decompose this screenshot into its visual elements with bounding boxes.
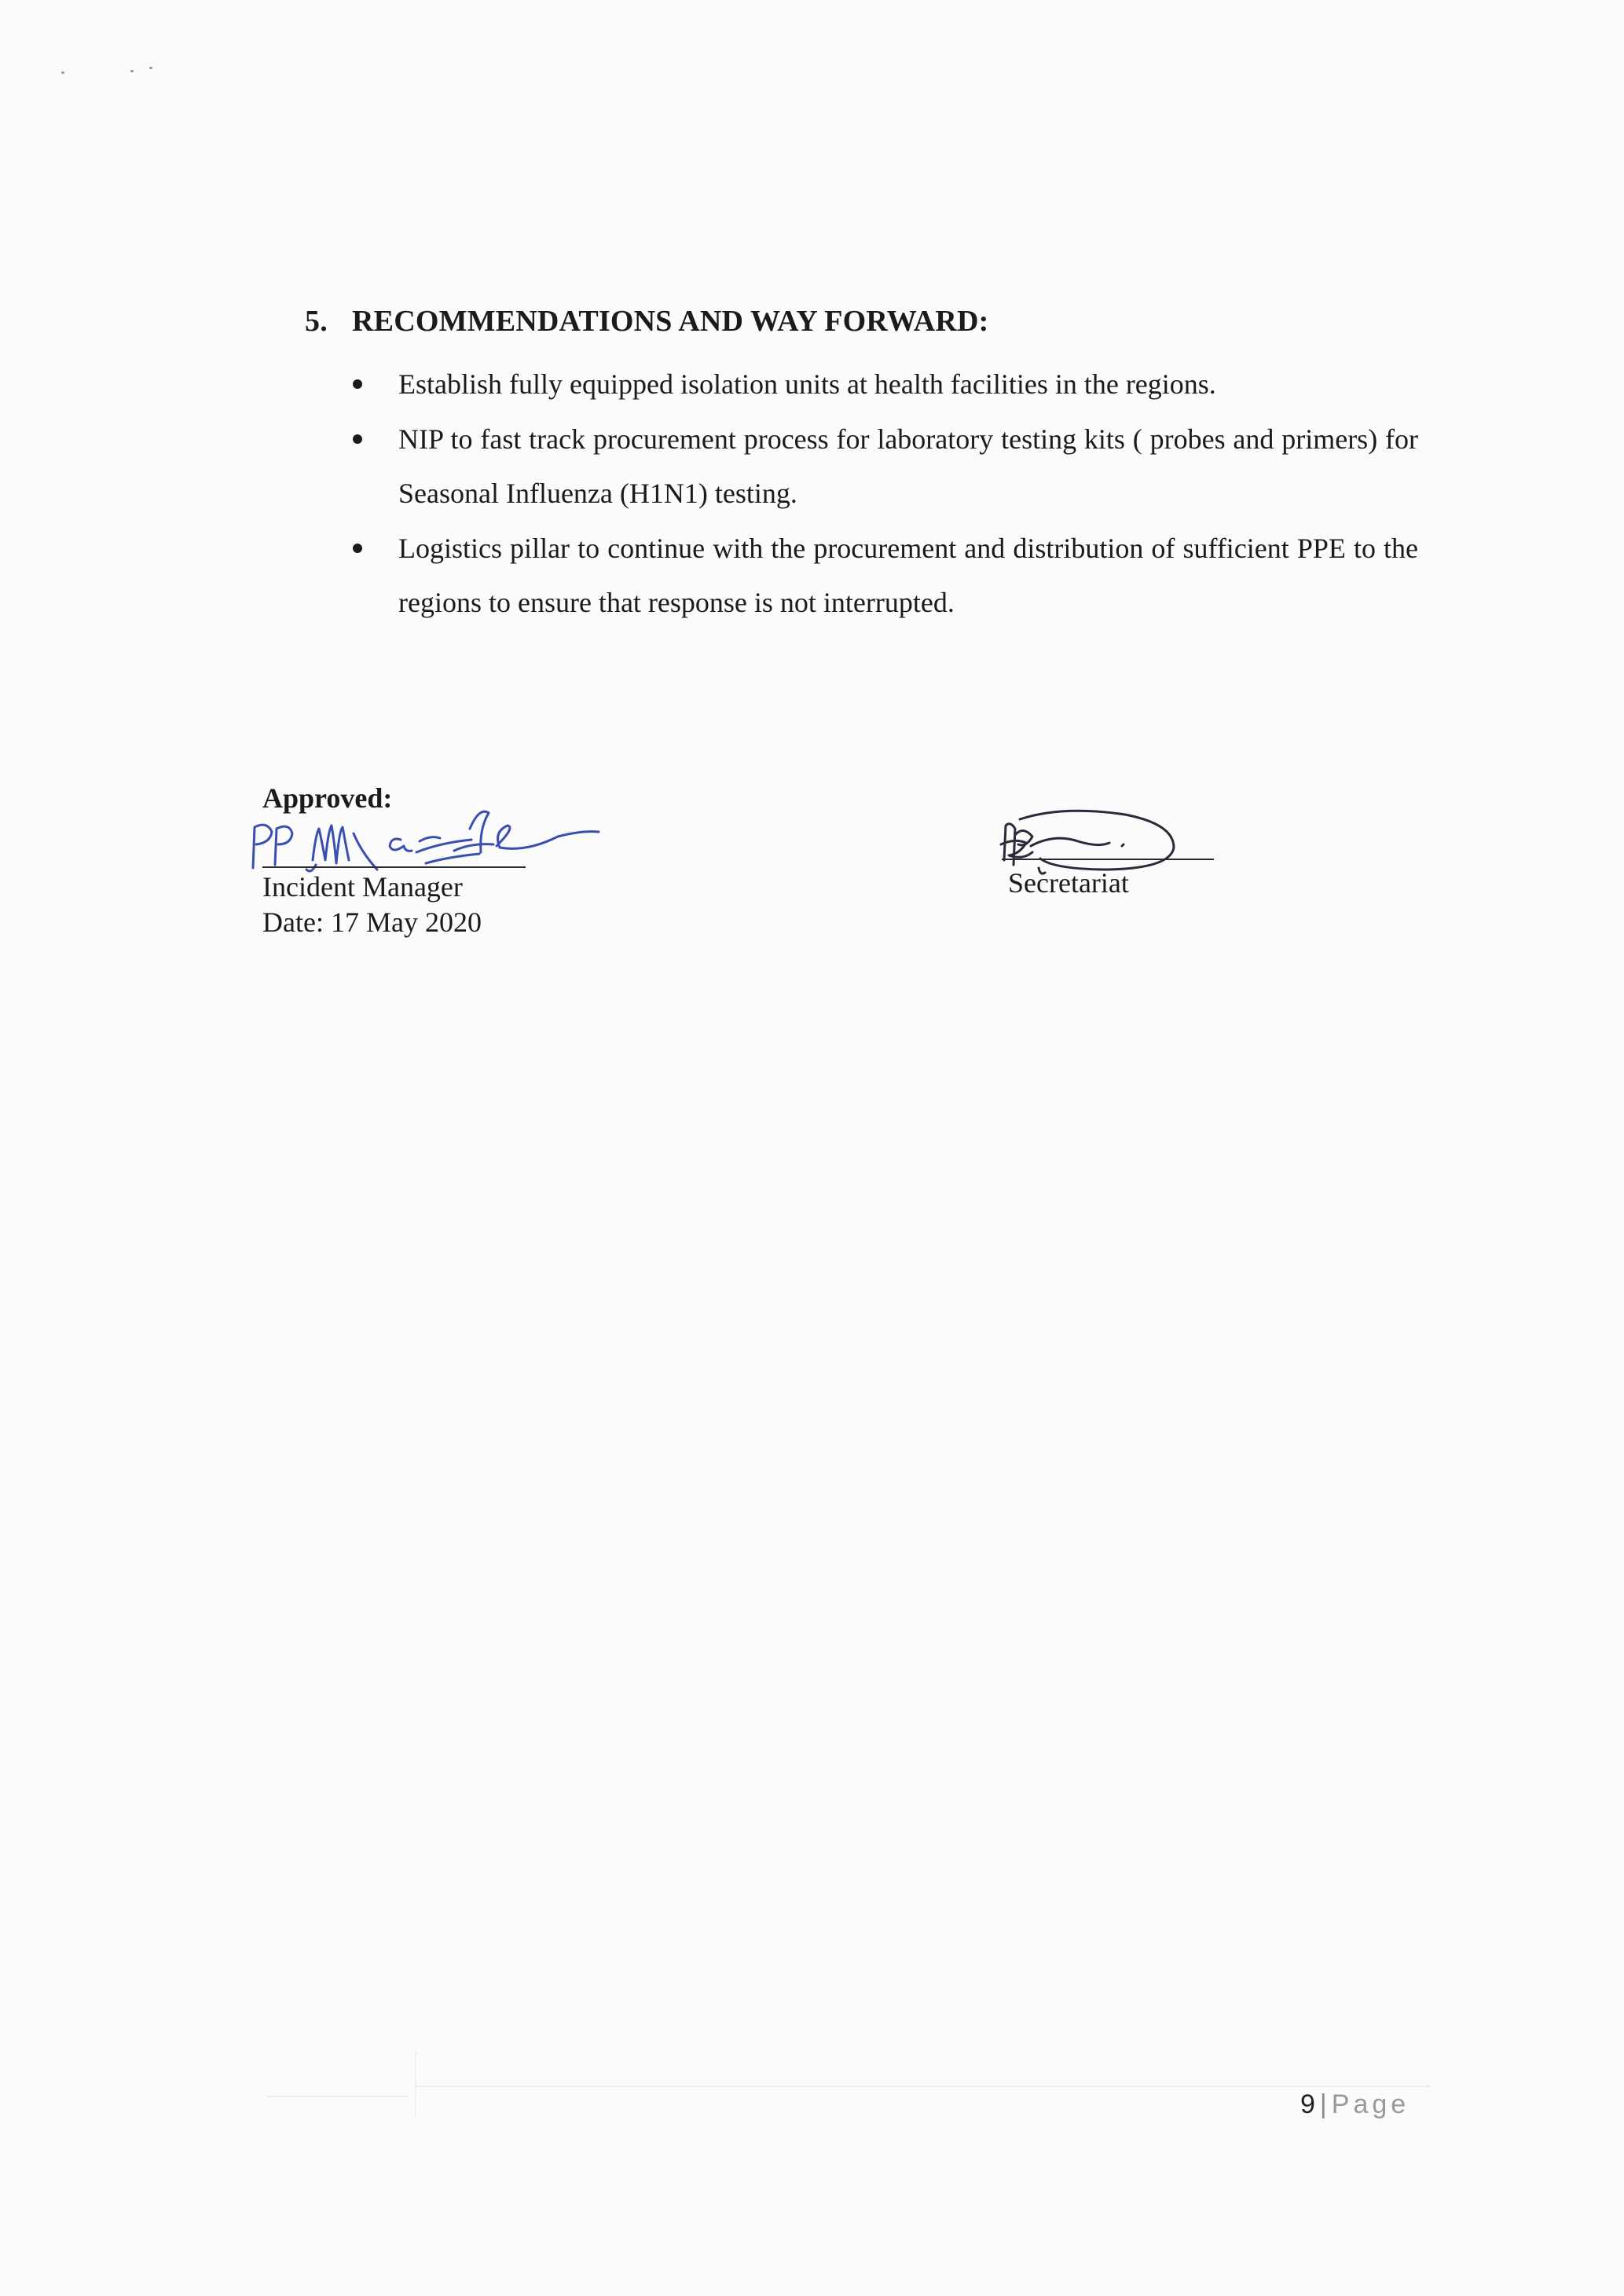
recommendations-list <box>350 357 1418 630</box>
list-item <box>350 357 1418 412</box>
section-number: 5. <box>305 305 328 338</box>
approval-date: Date: 17 May 2020 <box>262 906 482 938</box>
page-number <box>1300 2089 1410 2120</box>
page-label: Page <box>1331 2089 1410 2119</box>
section-heading <box>305 304 989 339</box>
footer-divider <box>415 2050 416 2117</box>
incident-manager-role: Incident Manager <box>262 871 463 903</box>
footer-rule <box>416 2085 1430 2087</box>
bullet-icon <box>353 544 362 553</box>
scan-specks <box>55 67 165 82</box>
bullet-icon <box>353 379 362 389</box>
page-number-value: 9 <box>1300 2089 1315 2119</box>
footer-rule <box>267 2096 409 2097</box>
incident-manager-signature <box>244 782 652 884</box>
list-item <box>350 412 1418 521</box>
recommendation-text: NIP to fast track procurement process for laboratory testing kits ( probes and primers) for Seasonal Influenza (H1N1) testing. <box>398 423 1418 509</box>
section-title: RECOMMENDATIONS AND WAY FORWARD: <box>352 305 989 338</box>
page-separator: | <box>1319 2089 1327 2119</box>
signature-line <box>1002 859 1214 860</box>
bullet-icon <box>353 434 362 444</box>
secretariat-role: Secretariat <box>1008 867 1129 899</box>
list-item <box>350 522 1418 630</box>
recommendation-text: Logistics pillar to continue with the procurement and distribution of sufficient PPE to the regions to ensure that response is not interrupted. <box>398 533 1418 618</box>
recommendation-text: Establish fully equipped isolation units at health facilities in the regions. <box>398 368 1216 400</box>
approved-label: Approved: <box>262 782 393 814</box>
signature-line <box>262 866 526 868</box>
